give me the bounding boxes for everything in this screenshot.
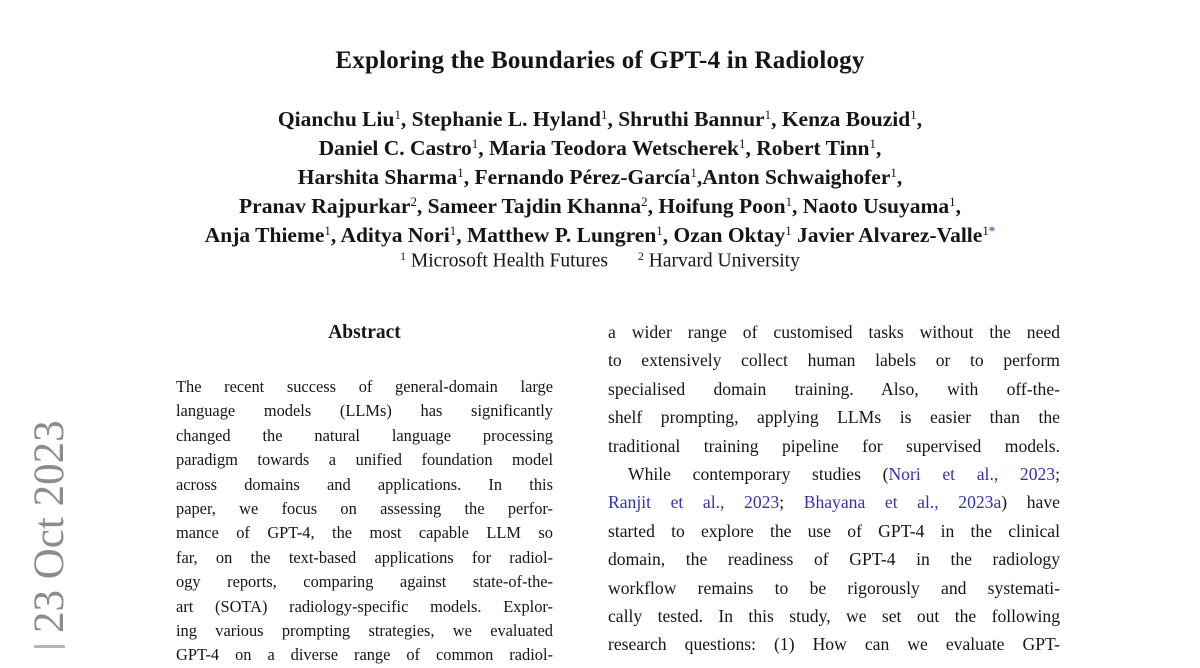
body-line	[608, 545, 1060, 573]
text-run: , Matthew P. Lungren	[456, 223, 657, 248]
citation-link[interactable]: Bhayana et al., 2023a	[803, 492, 1002, 513]
text-run: a wider range of customised tasks without the need	[608, 322, 1060, 342]
affiliation-superscript: 1	[690, 166, 697, 180]
text-run: ,Anton Schwaighofer	[696, 165, 891, 190]
right-column-body	[608, 318, 1060, 659]
text-run: shelf prompting, applying LLMs is easier than the	[608, 407, 1060, 428]
body-line	[608, 602, 1060, 630]
text-run: , Stephanie L. Hyland	[400, 107, 602, 132]
text-run: ,	[916, 107, 923, 132]
affiliation-superscript: 1	[394, 108, 401, 122]
affiliation-superscript: 1	[601, 108, 608, 122]
abstract-line: far, on the text-based applications for radiol-	[176, 547, 553, 567]
abstract-line: ing various prompting strategies, we evaluated	[176, 621, 553, 641]
text-run: Microsoft Health Futures	[406, 250, 609, 272]
body-line	[608, 375, 1060, 403]
text-run: ,	[955, 194, 961, 219]
text-run: , Naoto Usuyama	[792, 194, 950, 219]
corresponding-author-asterisk: *	[988, 224, 996, 238]
text-run: Qianchu Liu	[277, 107, 395, 132]
author-block	[0, 101, 1200, 246]
text-run: research questions: (1) How can we evaluate GPT-	[608, 634, 1060, 655]
abstract-text	[176, 375, 553, 668]
body-line	[608, 574, 1060, 602]
abstract-line: mance of GPT-4, the most capable LLM so	[176, 523, 553, 543]
citation-link[interactable]: Ranjit et al., 2023	[608, 492, 780, 513]
affiliation-superscript: 1	[764, 108, 772, 122]
text-run: Javier Alvarez-Valle	[791, 223, 983, 248]
affiliation-superscript: 1	[471, 137, 479, 151]
abstract-line: GPT-4 on a diverse range of common radiol-	[176, 645, 553, 665]
body-line	[608, 460, 1060, 488]
text-run: , Hoifung Poon	[647, 194, 786, 219]
text-run: , Sameer Tajdin Khanna	[416, 194, 642, 219]
text-run: domain, the readiness of GPT-4 in the radiology	[608, 549, 1060, 570]
text-run: , Maria Teodora Wetscherek	[478, 136, 739, 161]
text-run: , Aditya Nori	[330, 223, 450, 248]
text-run: ;	[779, 492, 804, 513]
paper-title: Exploring the Boundaries of GPT-4 in Radiology	[335, 47, 865, 74]
text-run: workflow remains to be rigorously and systemati-	[608, 577, 1060, 598]
affiliation-superscript: 2	[641, 195, 648, 209]
text-run: , Shruthi Bannur	[607, 107, 765, 132]
affiliation-superscript: 2	[410, 195, 417, 209]
abstract-line: across domains and applications. In this	[176, 474, 553, 494]
citation-link[interactable]: Nori et al., 2023	[888, 464, 1056, 485]
affiliation-superscript: 1	[738, 137, 746, 151]
left-column	[176, 320, 553, 668]
body-line	[608, 403, 1060, 431]
text-run: While contemporary studies (	[628, 464, 889, 485]
arxiv-banner-clipped-text	[34, 645, 65, 648]
abstract-line: language models (LLMs) has significantly	[176, 401, 553, 421]
abstract-line: changed the natural language processing	[176, 425, 553, 445]
affiliation-superscript: 1	[400, 250, 407, 263]
author-line	[0, 101, 1200, 130]
affiliation-superscript: 1	[869, 137, 876, 151]
affiliation-superscript: 2	[638, 250, 644, 263]
body-line	[608, 488, 1060, 516]
affiliation-superscript: 1	[656, 224, 663, 238]
text-run: Daniel C. Castro	[318, 136, 472, 161]
arxiv-sideways-date: 23 Oct 2023	[26, 420, 73, 633]
author-line	[0, 159, 1200, 188]
text-run: Anja Thieme	[204, 223, 325, 248]
affiliation-superscript: 1	[910, 108, 917, 122]
affiliation-superscript: 1	[785, 224, 792, 238]
affiliation-superscript: 1	[982, 224, 989, 238]
abstract-line: The recent success of general-domain large	[176, 377, 553, 396]
abstract-line: art (SOTA) radiology-specific models. Explor-	[176, 596, 553, 616]
text-run: ) have	[1001, 492, 1060, 513]
abstract-line: paper, we focus on assessing the perfor-	[176, 499, 553, 519]
text-run: specialised domain training. Also, with off-the-	[608, 378, 1060, 399]
text-run: ,	[896, 165, 903, 190]
affiliation-superscript: 1	[324, 224, 331, 238]
text-run: cally tested. In this study, we set out the following	[608, 606, 1060, 627]
affiliation-superscript: 1	[449, 224, 457, 238]
affiliations-line	[0, 250, 1200, 272]
abstract-heading: Abstract	[328, 322, 401, 343]
affiliation-superscript: 1	[890, 166, 897, 180]
text-run: ,	[875, 136, 882, 161]
affiliation-superscript: 1	[785, 195, 793, 209]
text-run: traditional training pipeline for supervised models.	[608, 435, 1060, 456]
affiliation-superscript: 1	[949, 195, 956, 209]
text-run: , Ozan Oktay	[662, 223, 786, 248]
abstract-line: paradigm towards a unified foundation model	[176, 450, 553, 470]
author-line	[0, 130, 1200, 159]
body-line	[608, 346, 1060, 374]
author-line	[0, 217, 1200, 246]
body-line	[608, 432, 1060, 460]
author-line	[0, 188, 1200, 217]
text-run: started to explore the use of GPT-4 in the clinical	[608, 520, 1060, 541]
body-line	[608, 630, 1060, 658]
affiliation-superscript: 1	[457, 166, 464, 180]
text-run: , Kenza Bouzid	[771, 107, 911, 132]
text-run: , Fernando Pérez-García	[463, 165, 691, 190]
text-run: , Robert Tinn	[745, 136, 870, 161]
text-run: Harshita Sharma	[297, 165, 458, 190]
text-run: ;	[1055, 464, 1060, 485]
body-line	[608, 318, 1060, 346]
text-run: to extensively collect human labels or to perform	[608, 350, 1060, 371]
body-line	[608, 517, 1060, 545]
abstract-line: ogy reports, comparing against state-of-the-	[176, 572, 553, 592]
text-run: Harvard University	[643, 250, 800, 272]
text-run: Pranav Rajpurkar	[239, 194, 411, 219]
